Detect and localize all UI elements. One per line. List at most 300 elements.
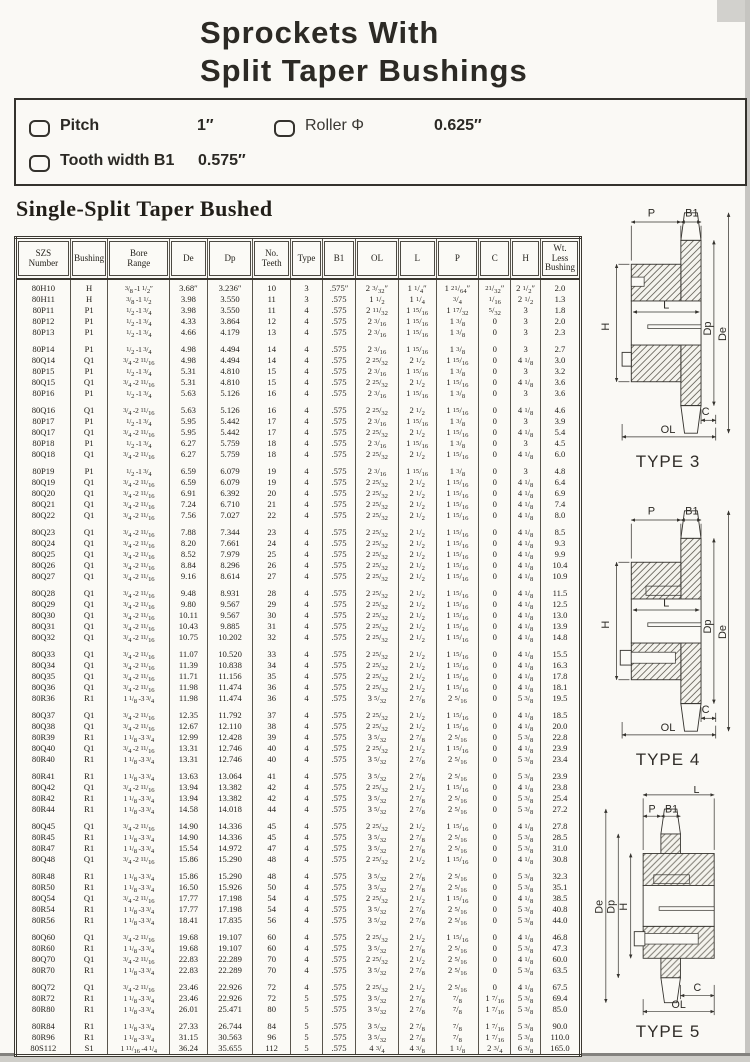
table-cell: 9.567 [207,599,253,610]
table-cell: 4 [291,449,323,460]
table-cell: 0 [479,710,511,721]
table-cell: 15.290 [207,871,253,882]
table-cell: 0 [479,871,511,882]
table-cell: 54 [253,893,291,904]
table-cell: 4 [291,915,323,926]
table-cell: 80Q36 [31,682,56,692]
table-cell: 17.198 [207,904,253,915]
table-cell: P1 [70,466,108,477]
table-cell: 5.442 [207,427,253,438]
table-cell: 3 5/32 [356,804,399,815]
table-cell: 19 [253,477,291,488]
table-cell: 3/4 -2 11/16 [108,721,170,732]
table-cell: 5.31 [170,377,208,388]
table-cell: 4.5 [540,438,580,449]
table-cell: 7.88 [170,527,208,538]
table-cell: 2 7/8 [398,915,436,926]
keyway-slot [648,623,701,627]
table-cell: 4 1/8 [511,893,541,904]
table-cell: 3 5/32 [356,1032,399,1043]
table-cell: 4 [291,316,323,327]
table-cell: 3/4 -2 11/16 [108,510,170,521]
table-cell: 1 15/16 [398,366,436,377]
table-cell: 4 [291,754,323,765]
table-cell: 5 [291,1021,323,1032]
table-cell: 80Q23 [31,527,56,537]
table-cell: 4 [291,932,323,943]
table-cell: 23.8 [540,782,580,793]
table-cell: 3/4 -2 11/16 [108,932,170,943]
table-cell: 2 25/32 [356,449,399,460]
table-cell: 4 [291,305,323,316]
table-cell: 2 1/2 [398,710,436,721]
table-cell: .575 [322,732,355,743]
table-row [16,599,581,610]
table-row [16,782,581,793]
table-cell: 13.064 [207,771,253,782]
table-row [16,405,581,416]
table-cell: .575 [322,754,355,765]
table-cell: 2 5/16 [436,793,479,804]
table-cell: .575 [322,693,355,704]
table-cell: 80R80 [31,1004,55,1014]
table-cell: 4 1/8 [511,721,541,732]
table-cell: 80R60 [31,943,55,953]
table-cell: .575 [322,327,355,338]
table-cell: 2 1/2 [398,854,436,865]
table-cell: 80Q32 [31,632,56,642]
dim-label-l: L [663,299,670,312]
table-cell: .575 [322,804,355,815]
table-cell: 80Q45 [31,821,56,831]
table-cell: 21/32″ [479,279,511,294]
table-cell: 2 7/8 [398,1032,436,1043]
table-cell: 4 1/8 [511,743,541,754]
dim-label-c: C [701,703,710,716]
table-cell: 10 [253,279,291,294]
table-cell: 80Q40 [31,743,56,753]
table-cell: 165.0 [540,1043,580,1056]
table-cell: 22.8 [540,732,580,743]
table-cell: 2 5/16 [436,693,479,704]
table-row [16,771,581,782]
table-cell: 4.494 [207,344,253,355]
table-cell: 34 [253,660,291,671]
table-cell: .575 [322,965,355,976]
table-cell: Q1 [70,649,108,660]
table-cell: 8.0 [540,510,580,521]
table-cell: 1 15/16 [436,355,479,366]
table-cell: 2 3/32″ [356,279,399,294]
table-cell: 3 5/32 [356,1004,399,1015]
table-cell: 70 [253,965,291,976]
table-cell: 4 [291,793,323,804]
table-cell: .575 [322,527,355,538]
bolt-icon [622,352,631,366]
table-cell: 4 1/8 [511,560,541,571]
table-row [16,477,581,488]
table-cell: 3 [511,327,541,338]
table-cell: 9.9 [540,549,580,560]
table-cell: R1 [70,693,108,704]
table-cell: 2 25/32 [356,649,399,660]
table-cell: 4 1/8 [511,599,541,610]
table-cell: 3.550 [207,305,253,316]
table-cell: 1 1/8 -3 3/4 [108,882,170,893]
table-cell: 1/2 -1 3/4 [108,344,170,355]
table-row [16,893,581,904]
table-cell: 4 [291,682,323,693]
table-cell: 1 15/16 [398,316,436,327]
table-cell: 5 3/8 [511,1021,541,1032]
table-cell: 2 25/32 [356,538,399,549]
table-cell: 80Q54 [31,893,56,903]
tooth-width-label: Tooth width B1 [60,152,175,169]
table-cell: 1/2 -1 3/4 [108,305,170,316]
table-cell: Q1 [70,571,108,582]
dim-label-dp: Dp [605,899,618,914]
table-cell: 3 5/32 [356,882,399,893]
table-cell: 0 [479,549,511,560]
table-cell: 0 [479,771,511,782]
dim-label-l: L [693,786,700,797]
table-cell: 1 1/8 -3 3/4 [108,1004,170,1015]
table-cell: 10.520 [207,649,253,660]
table-cell: .575 [322,671,355,682]
table-cell: 1 15/16 [436,649,479,660]
table-cell: 2 5/16 [436,843,479,854]
table-cell: 14 [253,355,291,366]
table-cell: 2 7/8 [398,1004,436,1015]
bolt-icon [620,650,631,665]
table-cell: 2 5/16 [436,871,479,882]
table-cell: 11.39 [170,660,208,671]
table-cell: 2 7/8 [398,832,436,843]
table-cell: 0 [479,527,511,538]
table-cell: 0 [479,488,511,499]
table-cell: .575 [322,599,355,610]
table-cell: 0 [479,366,511,377]
table-cell: 7.027 [207,510,253,521]
table-cell: .575 [322,771,355,782]
table-cell: 4 [291,549,323,560]
dim-label-de: De [716,326,729,342]
table-row [16,305,581,316]
table-cell: 80P16 [32,388,55,398]
table-cell: 3/4 -2 11/16 [108,660,170,671]
table-cell: 1/2 -1 3/4 [108,366,170,377]
type3-diagram [586,200,750,446]
table-cell: 1 15/16 [398,305,436,316]
table-cell: .575 [322,488,355,499]
table-cell: 31.15 [170,1032,208,1043]
table-cell: .575 [322,438,355,449]
table-cell: 3/4 -2 11/16 [108,549,170,560]
table-cell: 80R36 [31,693,55,703]
table-cell: 1 1/8 -3 3/4 [108,843,170,854]
table-cell: 2 7/8 [398,882,436,893]
table-cell: 0 [479,610,511,621]
table-cell: 1 1/8 -3 3/4 [108,1032,170,1043]
table-row [16,316,581,327]
table-cell: 6.27 [170,438,208,449]
table-cell: 0 [479,882,511,893]
dim-label-b1: B1 [685,207,699,220]
table-cell: 13.382 [207,782,253,793]
table-cell: 1 3/8 [436,416,479,427]
table-cell: 80S112 [30,1043,57,1053]
table-cell: .575 [322,993,355,1004]
table-cell: 12.67 [170,721,208,732]
table-cell: 0 [479,477,511,488]
table-cell: 1 1/8 -3 3/4 [108,804,170,815]
table-cell: 2.7 [540,344,580,355]
table-cell: 1 15/16 [436,477,479,488]
table-cell: 11.474 [207,682,253,693]
table-cell: 72 [253,993,291,1004]
table-cell: 3/4 -2 11/16 [108,377,170,388]
table-cell: 8.20 [170,538,208,549]
table-cell: 3 [511,438,541,449]
table-cell: 2 25/32 [356,721,399,732]
table-cell: 1 1/8 -3 3/4 [108,915,170,926]
table-cell: Q1 [70,682,108,693]
table-cell: 5 3/8 [511,904,541,915]
table-cell: 9.3 [540,538,580,549]
table-cell: 8.614 [207,571,253,582]
table-cell: H [70,294,108,305]
table-cell: 3/8 -1 1/2″ [108,279,170,294]
table-cell: 1 11/16 -4 1/4 [108,1043,170,1056]
table-cell: 3.9 [540,416,580,427]
table-cell: 2 25/32 [356,510,399,521]
table-cell: 80Q60 [31,932,56,942]
table-cell: 2 7/8 [398,693,436,704]
table-cell: 1 15/16 [398,416,436,427]
table-cell: 14.972 [207,843,253,854]
table-cell: 4 [291,954,323,965]
table-cell: 3 5/32 [356,1021,399,1032]
table-cell: 1/2 -1 3/4 [108,388,170,399]
table-row [16,438,581,449]
table-cell: 4 1/8 [511,782,541,793]
table-cell: R1 [70,771,108,782]
table-cell: 60 [253,943,291,954]
table-cell: 2 1/2 [398,405,436,416]
table-cell: 6.079 [207,477,253,488]
table-cell: .575 [322,904,355,915]
table-cell: .575″ [322,279,355,294]
table-cell: 20.0 [540,721,580,732]
table-cell: .575 [322,1032,355,1043]
table-cell: 13.31 [170,754,208,765]
table-cell: 4 [291,560,323,571]
table-cell: 67.5 [540,982,580,993]
table-cell: 19 [253,466,291,477]
table-cell: 3.2 [540,366,580,377]
table-row [16,721,581,732]
table-cell: 1 1/8 -3 3/4 [108,1021,170,1032]
table-cell: 18.5 [540,710,580,721]
table-cell: .575 [322,427,355,438]
table-cell: 4.810 [207,377,253,388]
table-cell: 4 [291,427,323,438]
table-cell: 11.5 [540,588,580,599]
table-cell: 80Q38 [31,721,56,731]
table-cell: 4 [291,477,323,488]
table-cell: 35.1 [540,882,580,893]
table-cell: 2 1/2 [398,510,436,521]
table-cell: 5 3/8 [511,771,541,782]
table-cell: 4 1/8 [511,477,541,488]
table-cell: .575 [322,743,355,754]
sprocket-tooth-bottom [681,406,701,434]
table-cell: 3.550 [207,294,253,305]
table-cell: 4 [291,588,323,599]
table-cell: 14.90 [170,832,208,843]
page-title [200,14,528,90]
table-cell: 80Q20 [31,488,56,498]
table-cell: 1/2 -1 3/4 [108,416,170,427]
table-cell: 0 [479,649,511,660]
table-cell: 3 5/32 [356,843,399,854]
table-cell: 3 [291,279,323,294]
table-cell: 2.3 [540,327,580,338]
table-cell: 12.99 [170,732,208,743]
table-cell: 1 15/16 [436,599,479,610]
column-header: B1 [322,238,355,280]
table-cell: 2 1/2 [398,632,436,643]
table-cell: 19.107 [207,943,253,954]
table-cell: 1 15/16 [398,388,436,399]
table-cell: 0 [479,671,511,682]
table-row [16,355,581,366]
table-cell: 3 5/32 [356,965,399,976]
table-cell: 40 [253,743,291,754]
table-cell: 6.4 [540,477,580,488]
table-cell: 10.838 [207,660,253,671]
table-cell: 7/8 [436,1032,479,1043]
table-cell: 0 [479,510,511,521]
table-cell: 3 5/32 [356,943,399,954]
dim-label-h: H [600,322,613,331]
table-cell: 0 [479,682,511,693]
column-header: Bore Range [108,238,170,280]
table-cell: 24 [253,538,291,549]
table-cell: 1 1/4″ [398,279,436,294]
table-cell: 16 [253,405,291,416]
table-cell: 5.759 [207,449,253,460]
table-cell: 4 [291,871,323,882]
table-cell: 1 7/16 [479,1021,511,1032]
table-cell: 3 [511,466,541,477]
table-cell: 19.107 [207,932,253,943]
table-cell: .575 [322,499,355,510]
table-cell: 1 15/16 [436,560,479,571]
table-cell: 80R44 [31,804,55,814]
table-cell: 23 [253,527,291,538]
table-cell: .575 [322,549,355,560]
table-cell: 80R45 [31,832,55,842]
table-cell: 5 3/8 [511,1004,541,1015]
table-cell: 2 25/32 [356,621,399,632]
table-cell: 1 1/8 -3 3/4 [108,832,170,843]
table-cell: .575 [322,882,355,893]
table-cell: 4 [291,438,323,449]
table-cell: 11.792 [207,710,253,721]
table-cell: Q1 [70,671,108,682]
table-cell: 0 [479,743,511,754]
table-cell: 4 1/8 [511,355,541,366]
table-cell: 80P14 [32,344,55,354]
table-cell: P1 [70,327,108,338]
table-cell: 1 3/8 [436,366,479,377]
table-cell: 7.4 [540,499,580,510]
table-cell: 1.8 [540,305,580,316]
table-cell: R1 [70,804,108,815]
table-cell: 2 25/32 [356,710,399,721]
table-cell: 3 5/32 [356,832,399,843]
column-header: H [511,238,541,280]
table-cell: 12 [253,316,291,327]
table-cell: 4 3/8 [398,1043,436,1056]
table-cell: R1 [70,843,108,854]
table-cell: Q1 [70,549,108,560]
table-cell: 2 7/8 [398,943,436,954]
table-cell: .575 [322,649,355,660]
table-cell: 1 15/16 [436,782,479,793]
table-cell: 80Q16 [31,405,56,415]
table-cell: 4.6 [540,405,580,416]
table-cell: 0 [479,732,511,743]
table-cell: 22.83 [170,954,208,965]
table-cell: 27 [253,571,291,582]
table-cell: 7.661 [207,538,253,549]
table-cell: 84 [253,1021,291,1032]
table-wrap [14,236,582,1057]
table-row [16,932,581,943]
table-cell: 2 1/2 [398,893,436,904]
table-row [16,510,581,521]
table-cell: 5 3/8 [511,943,541,954]
table-row [16,499,581,510]
table-cell: 1.3 [540,294,580,305]
table-cell: 0 [479,405,511,416]
table-cell: 2 1/2 [398,527,436,538]
table-cell: .575 [322,710,355,721]
table-cell: 5.63 [170,388,208,399]
table-cell: Q1 [70,660,108,671]
table-cell: Q1 [70,527,108,538]
table-cell: 3/4 -2 11/16 [108,854,170,865]
spec-summary-box [14,98,747,186]
table-row [16,632,581,643]
table-cell: 80R84 [31,1021,55,1031]
dim-label-de: De [593,899,606,914]
table-cell: 36 [253,682,291,693]
table-cell: 0 [479,560,511,571]
dim-label-dp: Dp [702,321,715,336]
table-cell: 39 [253,732,291,743]
table-cell: 8.931 [207,588,253,599]
dim-label-h: H [618,902,631,911]
table-cell: 12.746 [207,754,253,765]
table-row [16,427,581,438]
table-cell: 11 [253,305,291,316]
table-cell: 2 7/8 [398,1021,436,1032]
table-cell: 16 [253,388,291,399]
column-header: Dp [207,238,253,280]
